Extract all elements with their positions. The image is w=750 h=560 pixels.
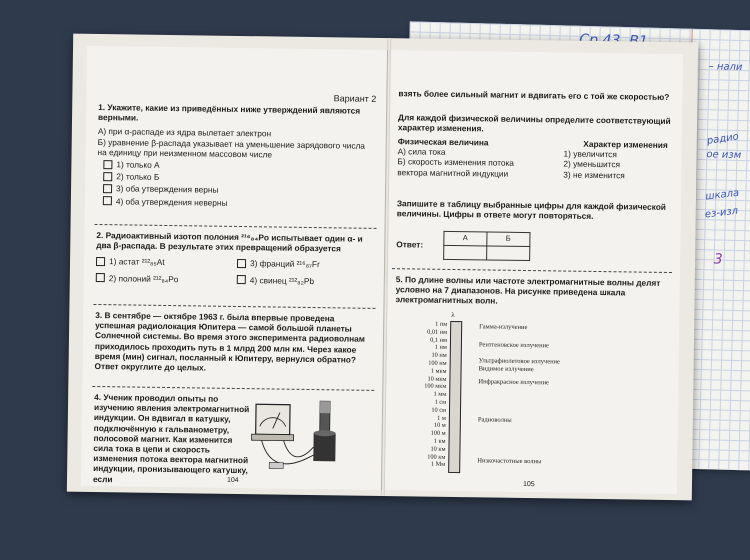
band-label: Инфракрасное излучение — [478, 378, 550, 387]
question-1 — [97, 102, 374, 210]
variant-header: Вариант 2 — [333, 93, 377, 104]
notebook-note: ез-изл — [704, 205, 739, 221]
question-text: По длине волны или частоте электромагнитные волны делят условно на 7 диапазонов. На рисунке приведена шкала электромагнитных волн. — [395, 274, 661, 307]
scale-tick-label: 1 мм — [433, 390, 447, 399]
answer-option[interactable] — [96, 273, 231, 285]
scale-tick-label: 1 см — [434, 398, 447, 406]
scale-tick-label: 10 см — [431, 406, 447, 414]
notebook-note: – нали — [708, 61, 743, 74]
galvanometer-coil-illustration — [249, 398, 368, 482]
scale-tick-label: 1 м — [437, 414, 446, 422]
checkbox[interactable] — [103, 172, 112, 181]
checkbox[interactable] — [103, 196, 112, 205]
option-label: 3) оба утверждения верны — [115, 183, 219, 196]
change-item: 3) не изменится — [563, 169, 625, 180]
statement: Б) уравнение β-распада указывает на уменьшение зарядового числа на единицу при неизменном массовом числе — [97, 136, 366, 160]
band-label: Радиоволны — [477, 416, 512, 424]
option-label: 1) только А — [116, 159, 160, 170]
checkbox[interactable] — [103, 160, 112, 169]
question-number: 2. — [96, 230, 104, 241]
section-divider — [392, 268, 672, 273]
question-text: Радиоактивный изотоп полония ²¹⁶₈₄Po испытывает один α- и два β-распада. В результате этих превращений образуется — [96, 230, 363, 254]
band-label: Низкочастотные волны — [477, 457, 542, 466]
question-2 — [96, 230, 373, 287]
question-4 — [93, 392, 250, 486]
answer-option[interactable] — [103, 196, 373, 210]
question-3 — [95, 310, 372, 375]
column-header: Характер изменения — [583, 138, 668, 150]
answer-column-header: Б — [487, 232, 530, 247]
question-number: 5. — [395, 274, 403, 285]
scale-tick-label: 100 нм — [428, 359, 447, 367]
band-label: Гамма-излучение — [479, 323, 528, 332]
band-label: Ультрафиолетовое излучение — [478, 357, 561, 366]
statement: А) при α-распаде из ядра вылетает электрон — [97, 126, 272, 139]
page-number: 104 — [226, 476, 239, 485]
quantity-item: Б) скорость изменения потока вектора магнитной индукции — [397, 156, 514, 179]
notebook-note: 3 — [713, 251, 723, 268]
scale-tick-label: 1 пм — [435, 320, 448, 328]
checkbox[interactable] — [237, 259, 246, 268]
scale-unit-label: λ — [451, 310, 455, 320]
checkbox[interactable] — [103, 184, 112, 193]
table-instruction — [397, 198, 673, 222]
answer-cell[interactable] — [486, 246, 529, 261]
section-divider — [92, 386, 374, 391]
scale-tick-label: 100 мкм — [424, 382, 447, 391]
scale-tick-label: 100 км — [427, 453, 446, 461]
textbook — [67, 34, 698, 501]
answer-option[interactable] — [237, 258, 372, 270]
scale-tick-label: 1 км — [433, 437, 446, 445]
answer-column-header: А — [444, 231, 487, 246]
notebook-note: радио — [706, 131, 740, 147]
left-page — [81, 46, 388, 490]
scale-tick-label: 10 мкм — [427, 375, 447, 383]
scale-tick-label: 10 км — [430, 445, 446, 453]
question-number: 4. — [94, 391, 102, 403]
scale-bar — [448, 321, 462, 473]
answer-table — [443, 231, 530, 261]
em-wave-scale — [415, 310, 667, 473]
section-divider — [93, 304, 375, 309]
notebook-note: шкала — [704, 187, 740, 203]
change-item: 1) увеличится — [563, 148, 617, 160]
checkbox[interactable] — [96, 257, 105, 266]
band-label: Видимое излучение — [478, 365, 534, 374]
option-label: 1) астат ²¹²₈₅At — [108, 256, 165, 268]
column-header: Физическая величина — [397, 136, 489, 148]
instruction — [398, 112, 674, 136]
option-label: 4) оба утверждения неверны — [115, 195, 228, 208]
scale-tick-label: 0,01 нм — [427, 328, 448, 336]
scale-tick-label: 10 нм — [431, 351, 447, 360]
answer-option[interactable] — [237, 275, 372, 287]
answer-cell[interactable] — [443, 245, 486, 260]
option-label: 4) свинец ²¹²₈₂Pb — [249, 274, 315, 286]
right-page — [385, 50, 683, 494]
question-text: Ученик проводил опыты по изучению явления электромагнитной индукции. Он вдвигал в катушку, подключённую к гальванометру, полосовой магнит. Как изменится сила тока в цепи и скорость изменения потока вектора магнитной индукции, пронизывающего катушку, если — [92, 392, 250, 484]
change-item: 2) уменьшится — [563, 158, 621, 170]
scale-tick-label: 10 м — [433, 422, 446, 430]
instruction-text: Для каждой физической величины определите соответствующий характер изменения. — [397, 112, 671, 134]
page-number: 105 — [522, 480, 535, 489]
answer-label: Ответ: — [396, 239, 424, 250]
question-number: 3. — [95, 309, 103, 321]
option-label: 2) только Б — [116, 171, 160, 183]
scale-tick-label: 100 м — [430, 429, 446, 438]
quantity-item: А) сила тока — [397, 146, 446, 158]
question-4-continuation — [398, 88, 674, 102]
scale-tick-label: 0,1 нм — [430, 336, 448, 344]
scale-tick-label: 1 мкм — [430, 367, 447, 375]
answer-area — [396, 230, 672, 263]
scale-tick-label: 1 нм — [434, 344, 447, 352]
question-5 — [395, 274, 671, 308]
instruction-text: Запишите в таблицу выбранные цифры для каждой физической величины. Цифры в ответе могут повторяться. — [396, 198, 666, 222]
band-label: Рентгеновское излучение — [478, 341, 550, 350]
matching-table — [397, 136, 674, 181]
option-label: 3) франций ²¹⁶₈₇Fr — [249, 258, 320, 270]
answer-option[interactable] — [96, 256, 231, 268]
question-text: Укажите, какие из приведённых ниже утверждений являются верными. — [97, 102, 361, 123]
option-label: 2) полоний ²¹²₈₄Po — [108, 272, 179, 284]
checkbox[interactable] — [237, 275, 246, 284]
notebook-note: ое изм — [706, 149, 742, 162]
question-number: 1. — [98, 102, 106, 113]
checkbox[interactable] — [96, 273, 105, 282]
section-divider — [95, 224, 377, 229]
scale-tick-label: 1 Мм — [430, 461, 446, 469]
question-text: взять более сильный магнит и вдвигать его с той же скоростью? — [398, 88, 670, 102]
question-text: В сентябре — октябре 1963 г. была впервые проведена успешная радиолокация Юпитера — самой большой планеты Солнечной системы. Во время этого эксперимента радиоволнам приходилось проходить путь в 1 млрд 200 млн км. Через какое время (мин) сигнал, посланный к Юпитеру, вернулся обратно? Ответ округлите до целых. — [94, 310, 365, 373]
